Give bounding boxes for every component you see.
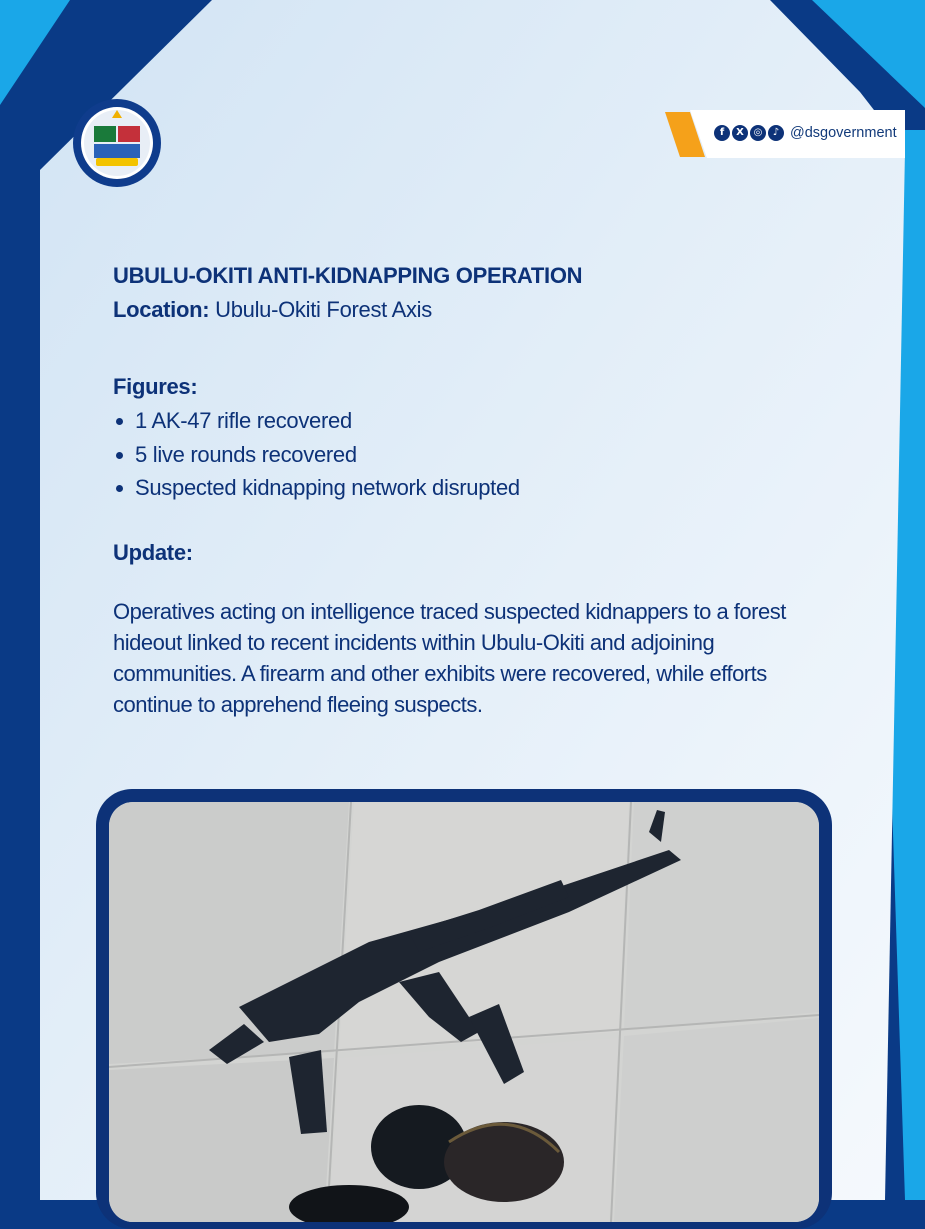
location-value: Ubulu-Okiti Forest Axis	[215, 297, 432, 322]
figure-item: 5 live rounds recovered	[113, 438, 833, 472]
recovered-rifle-photo	[109, 802, 819, 1222]
update-heading: Update:	[113, 539, 193, 565]
post-title: UBULU-OKITI ANTI-KIDNAPPING OPERATION	[113, 263, 583, 288]
update-body: Operatives acting on intelligence traced suspected kidnappers to a forest hideout linked to recent incidents within Ubulu-Okiti and adjoining communities. A firearm and other exhibits were recovered, while efforts continue to apprehend fleeing suspects.	[113, 598, 786, 717]
social-handle[interactable]: @dsgovernment	[790, 125, 897, 141]
figure-item: Suspected kidnapping network disrupted	[113, 471, 833, 505]
x-icon[interactable]: X	[732, 125, 748, 141]
location-line	[113, 294, 833, 326]
location-label: Location:	[113, 297, 210, 322]
figure-item: 1 AK-47 rifle recovered	[113, 404, 833, 438]
tiktok-icon[interactable]: ♪	[768, 125, 784, 141]
delta-state-seal-logo	[54, 98, 180, 188]
facebook-icon[interactable]: f	[714, 125, 730, 141]
post-content	[113, 258, 833, 720]
instagram-icon[interactable]: ◎	[750, 125, 766, 141]
figures-heading: Figures:	[113, 374, 198, 399]
social-handles	[714, 125, 897, 141]
figures-list	[113, 404, 833, 505]
